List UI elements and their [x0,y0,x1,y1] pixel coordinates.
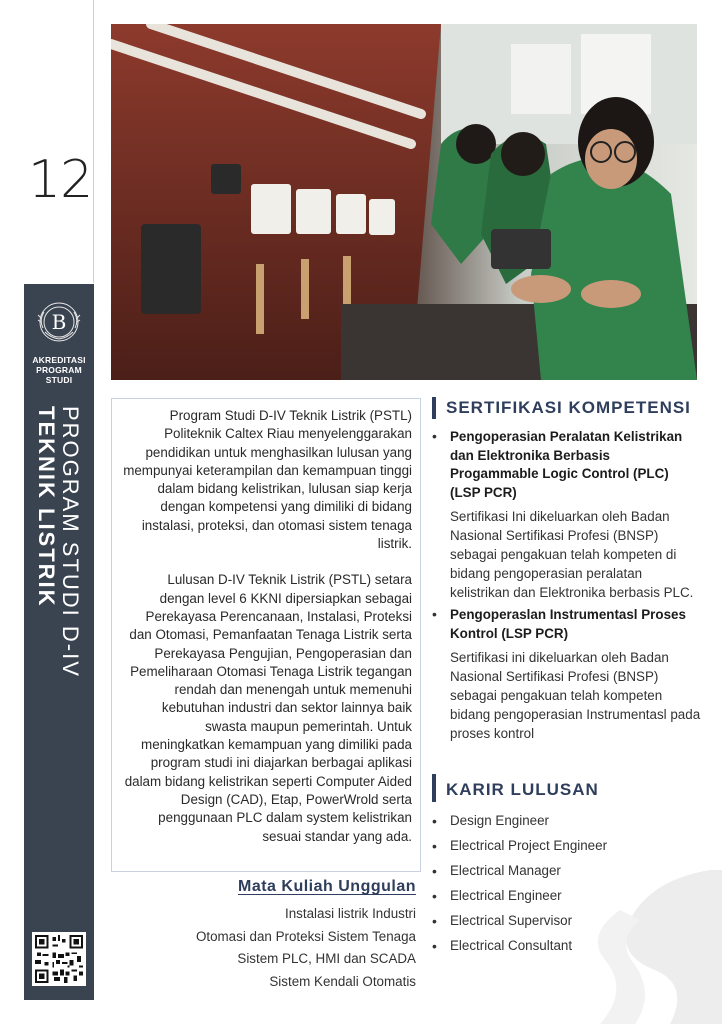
badge-letter: B [51,310,67,334]
sidebar [24,284,94,1000]
qr-code-icon[interactable] [32,932,86,986]
course-item: Otomasi dan Proteksi Sistem Tenaga [195,928,416,944]
program-vertical-title [34,406,82,678]
course-item: Instalasi listrik Industri [285,906,416,921]
courses-list [150,904,416,994]
courses-title: Mata Kuliah Unggulan [238,878,416,895]
career-item: • Electrical Consultant [432,936,702,961]
page-number: 12 [28,150,93,210]
logo-watermark-icon [560,860,722,1024]
top-divider-line [93,0,94,283]
accreditation-label-line: AKREDITASI [32,355,86,365]
accreditation-label [24,355,94,385]
course-item: Sistem PLC, HMI dan SCADA [237,951,416,966]
certification-item [432,428,702,602]
career-item: • Electrical Manager [432,861,702,886]
program-title-line2: TEKNIK LISTRIK [34,406,59,608]
career-title: KARIR LULUSAN [446,780,599,799]
course-item: Sistem Kendali Otomatis [269,973,416,989]
program-paragraph: Program Studi D-IV Teknik Listrik (PSTL) Politeknik Caltex Riau menyelenggarakan pendidikan untuk menghasilkan lulusan yang mempunyai keterampilan dan kemampuan tinggi dalam bidang kelistrikan, lulusan siap kerja dengan kompetensi yang dimiliki di bidang instalasi, proteksi, dan otomasi sistem tenaga listrik. [123,408,412,552]
career-item: • Electrical Project Engineer [432,836,702,861]
vertical-title-area [24,406,94,966]
career-item: • Electrical Engineer [432,886,702,911]
career-item: • Electrical Supervisor [432,911,702,936]
certification-title-bar [432,397,436,419]
certification-item-description: Sertifikasi ini dikeluarkan oleh Badan Nasional Sertifikasi Profesi (BNSP) sebagai pengakuan telah kompeten bidang pengoperasian Instrumentasl pada proses kontrol [450,650,701,741]
certification-item-title: • Pengoperaslan Instrumentasl Proses Kontrol (LSP PCR) [450,607,686,641]
certification-list [432,428,702,747]
program-description [111,398,421,872]
program-paragraph: Lulusan D-IV Teknik Listrik (PSTL) setara dengan level 6 KKNI dipersiapkan sebagai Perekayasa Perencanaan, Instalasi, Proteksi dan Otomasi, Pemanfaatan Tenaga Listrik serta Perekayasa Pengujian, Pengoperasian dan Pemeliharaan Otomasi Tenaga Listrik tegangan rendah dan menengah untuk memenuhi kebutuhan industri dan sektor lainnya baik swasta maupun pemerintah. Untuk meningkatkan kemampuan yang dimiliki pada program studi ini diajarkan berbagai aplikasi dalam bidang kelistrikan seperti Computer Aided Design (CAD), Etap, PowerWrold serta penggunaan PLC dalam system kelistrikan sesuai standar yang ada. [124,572,412,844]
certification-item-description: Sertifikasi Ini dikeluarkan oleh Badan Nasional Sertifikasi Profesi (BNSP) sebagai pengakuan telah kompeten di bidang pengoperasian peralatan kelistrikan dan Elektronika berbasis PLC. [450,509,694,600]
career-title-bar [432,774,436,802]
certification-title: SERTIFIKASI KOMPETENSI [446,398,691,417]
accreditation-badge-icon [35,298,83,346]
accreditation-label-line: STUDI [45,375,73,385]
certification-item [432,606,702,743]
program-title-line1: PROGRAM STUDI D-IV [58,406,83,678]
students-lab-photo [111,24,697,380]
career-item: • Design Engineer [432,811,702,836]
accreditation-label-line: PROGRAM [36,365,82,375]
certification-item-title: • Pengoperasian Peralatan Kelistrikan dan Elektronika Berbasis Progammable Logic Control (PLC) (LSP PCR) [450,429,683,500]
